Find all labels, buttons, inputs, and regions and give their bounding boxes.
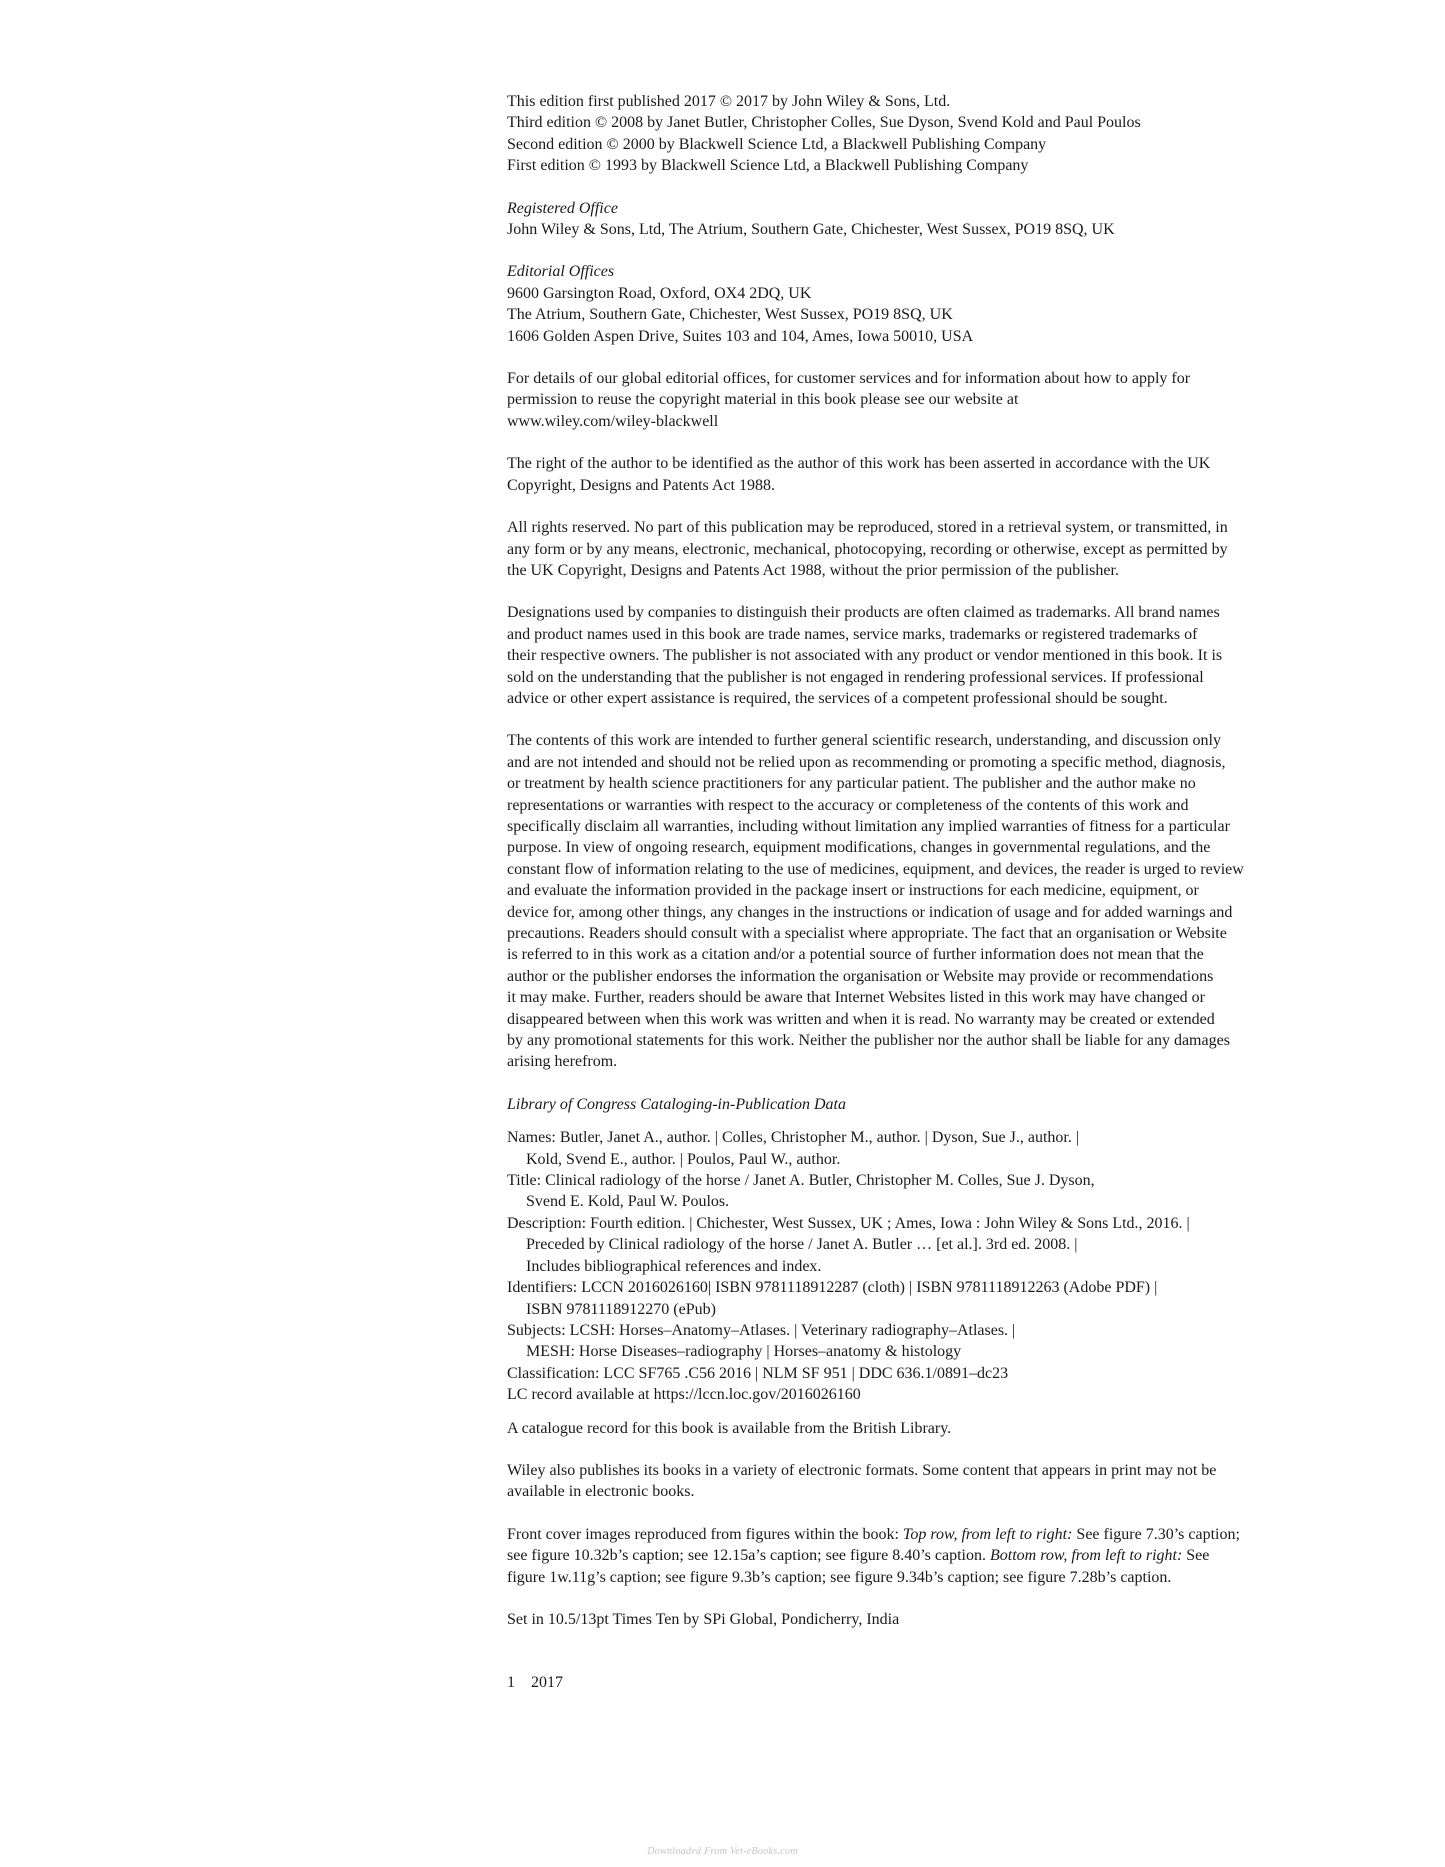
text-line (507, 1545, 1325, 1566)
text-line: and are not intended and should not be relied upon as recommending or promoting a specific method, diagnosis, (507, 753, 1226, 771)
text-line: device for, among other things, any changes in the instructions or indication of usage and for added warnings and (507, 903, 1233, 921)
cip-line: Description: Fourth edition. | Chichester, West Sussex, UK ; Ames, Iowa : John Wiley & Sons Ltd., 2016. | (507, 1214, 1190, 1232)
text-line: A catalogue record for this book is available from the British Library. (507, 1419, 952, 1437)
cip-entry-identifiers (507, 1277, 1325, 1320)
text-line: Designations used by companies to distinguish their products are often claimed as trademarks. All brand names (507, 604, 1220, 622)
editorial-office-address: 9600 Garsington Road, Oxford, OX4 2DQ, UK (507, 284, 812, 302)
website-link[interactable]: www.wiley.com/wiley-blackwell (507, 412, 719, 430)
text-line: any form or by any means, electronic, mechanical, photocopying, recording or otherwise, except as permitted by (507, 540, 1228, 558)
edition-line: This edition first published 2017 © 2017 by John Wiley & Sons, Ltd. (507, 93, 951, 110)
cip-continuation: Includes bibliographical references and index. (526, 1257, 822, 1275)
text-line: Copyright, Designs and Patents Act 1988. (507, 476, 775, 494)
edition-line: Second edition © 2000 by Blackwell Science Ltd, a Blackwell Publishing Company (507, 135, 1047, 153)
text-line: it may make. Further, readers should be aware that Internet Websites listed in this work may have changed or (507, 989, 1206, 1007)
cip-line: LC record available at https://lccn.loc.gov/2016026160 (507, 1386, 861, 1404)
editorial-offices-heading: Editorial Offices (507, 263, 615, 281)
print-line (507, 1672, 1325, 1693)
download-watermark: Downloaded From Vet-eBooks.com (647, 1846, 798, 1857)
text-line: permission to reuse the copyright material in this book please see our website at (507, 391, 1019, 409)
text-line: or treatment by health science practitioners for any particular patient. The publisher and the author make no (507, 775, 1196, 793)
typeset-paragraph (507, 1609, 1325, 1630)
cip-continuation: MESH: Horse Diseases–radiography | Horses–anatomy & histology (526, 1343, 962, 1361)
text-line: purpose. In view of ongoing research, equipment modifications, changes in governmental regulations, and the (507, 839, 1211, 857)
text-line (507, 1524, 1325, 1545)
text-line: The right of the author to be identified as the author of this work has been asserted in accordance with the UK (507, 455, 1211, 473)
cip-line: Title: Clinical radiology of the horse / Janet A. Butler, Christopher M. Colles, Sue J. Dyson, (507, 1172, 1095, 1190)
text-line: sold on the understanding that the publisher is not engaged in rendering professional services. If professional (507, 668, 1204, 686)
cip-heading: Library of Congress Cataloging-in-Publication Data (507, 1095, 846, 1113)
designations-paragraph (507, 602, 1325, 709)
cip-entry-classification (507, 1363, 1325, 1384)
editorial-office-address: The Atrium, Southern Gate, Chichester, West Sussex, PO19 8SQ, UK (507, 306, 953, 324)
cip-continuation: Preceded by Clinical radiology of the horse / Janet A. Butler … [et al.]. 3rd ed. 2008. | (526, 1236, 1078, 1254)
details-paragraph (507, 368, 1325, 432)
cip-continuation: ISBN 9781118912270 (ePub) (526, 1300, 716, 1318)
registered-office-address: John Wiley & Sons, Ltd, The Atrium, Southern Gate, Chichester, West Sussex, PO19 8SQ, UK (507, 221, 1115, 239)
copyright-page (507, 91, 1325, 1694)
cip-line: Classification: LCC SF765 .C56 2016 | NLM SF 951 | DDC 636.1/0891–dc23 (507, 1364, 1009, 1382)
print-number: 1 (507, 1674, 515, 1692)
editorial-office-address: 1606 Golden Aspen Drive, Suites 103 and 104, Ames, Iowa 50010, USA (507, 327, 974, 345)
text-line: constant flow of information relating to the use of medicines, equipment, and devices, the reader is urged to review (507, 860, 1244, 878)
edition-history (507, 91, 1325, 177)
text-run-italic: Top row, from left to right: (902, 1525, 1073, 1543)
cip-continuation: Svend E. Kold, Paul W. Poulos. (526, 1193, 730, 1211)
text-line: Set in 10.5/13pt Times Ten by SPi Global, Pondicherry, India (507, 1610, 900, 1628)
rights-reserved-paragraph (507, 517, 1325, 581)
author-right-paragraph (507, 453, 1325, 496)
cip-entry-title (507, 1170, 1325, 1213)
registered-office (507, 198, 1325, 241)
text-line: disappeared between when this work was written and when it is read. No warranty may be created or extended (507, 1010, 1215, 1028)
disclaimer-paragraph (507, 730, 1325, 1073)
text-line: precautions. Readers should consult with a specialist where appropriate. The fact that an organisation or Website (507, 925, 1227, 942)
text-line: representations or warranties with respect to the accuracy or completeness of the contents of this work and (507, 796, 1189, 814)
edition-line: First edition © 1993 by Blackwell Science Ltd, a Blackwell Publishing Company (507, 157, 1029, 175)
cip-continuation: Kold, Svend E., author. | Poulos, Paul W., author. (526, 1150, 841, 1168)
editorial-offices (507, 261, 1325, 347)
text-run: See figure 7.30’s caption; (1072, 1525, 1240, 1543)
cip-line: Identifiers: LCCN 2016026160| ISBN 9781118912287 (cloth) | ISBN 9781118912263 (Adobe PDF) | (507, 1279, 1158, 1297)
text-run-italic: Bottom row, from left to right: (989, 1547, 1183, 1565)
cover-images-paragraph (507, 1524, 1325, 1588)
text-line: The contents of this work are intended to further general scientific research, understanding, and discussion only (507, 732, 1221, 750)
cip-entry-subjects (507, 1320, 1325, 1363)
cip-line: Subjects: LCSH: Horses–Anatomy–Atlases. | Veterinary radiography–Atlases. | (507, 1321, 1016, 1339)
text-line: figure 1w.11g’s caption; see figure 9.3b’s caption; see figure 9.34b’s caption; see figure 7.28b’s caption. (507, 1568, 1172, 1586)
text-run: See (1182, 1547, 1210, 1565)
cip-data (507, 1127, 1325, 1405)
text-run: Front cover images reproduced from figures within the book: (507, 1525, 903, 1543)
text-line: All rights reserved. No part of this publication may be reproduced, stored in a retrieval system, or transmitted, in (507, 519, 1228, 537)
text-line: by any promotional statements for this work. Neither the publisher nor the author shall be liable for any damages (507, 1032, 1230, 1050)
registered-office-heading: Registered Office (507, 199, 618, 217)
edition-line: Third edition © 2008 by Janet Butler, Christopher Colles, Sue Dyson, Svend Kold and Paul Poulos (507, 114, 1141, 132)
text-run: see figure 10.32b’s caption; see 12.15a’s caption; see figure 8.40’s caption. (507, 1547, 990, 1565)
print-year: 2017 (531, 1674, 563, 1692)
text-line: arising herefrom. (507, 1053, 618, 1071)
text-line: Wiley also publishes its books in a variety of electronic formats. Some content that appears in print may not be (507, 1461, 1217, 1479)
text-line: is referred to in this work as a citation and/or a potential source of further information does not mean that the (507, 946, 1204, 964)
text-line: advice or other expert assistance is required, the services of a competent professional should be sought. (507, 689, 1168, 707)
cip-line: Names: Butler, Janet A., author. | Colles, Christopher M., author. | Dyson, Sue J., author. | (507, 1129, 1080, 1147)
text-line: and evaluate the information provided in the package insert or instructions for each medicine, equipment, or (507, 882, 1199, 900)
formats-paragraph (507, 1460, 1325, 1503)
text-line: specifically disclaim all warranties, including without limitation any implied warranties of fitness for a particular (507, 817, 1230, 835)
cip-entry-description (507, 1213, 1325, 1277)
catalogue-paragraph (507, 1418, 1325, 1439)
text-line: For details of our global editorial offices, for customer services and for information about how to apply for (507, 370, 1191, 388)
text-line: available in electronic books. (507, 1483, 695, 1501)
text-line: and product names used in this book are trade names, service marks, trademarks or registered trademarks of (507, 625, 1198, 643)
text-line: author or the publisher endorses the information the organisation or Website may provide or recommendations (507, 967, 1214, 985)
cip-entry-lc-record (507, 1384, 1325, 1405)
text-line: their respective owners. The publisher is not associated with any product or vendor mentioned in this book. It is (507, 647, 1223, 665)
cip-entry-names (507, 1127, 1325, 1170)
text-line: the UK Copyright, Designs and Patents Act 1988, without the prior permission of the publisher. (507, 561, 1119, 579)
